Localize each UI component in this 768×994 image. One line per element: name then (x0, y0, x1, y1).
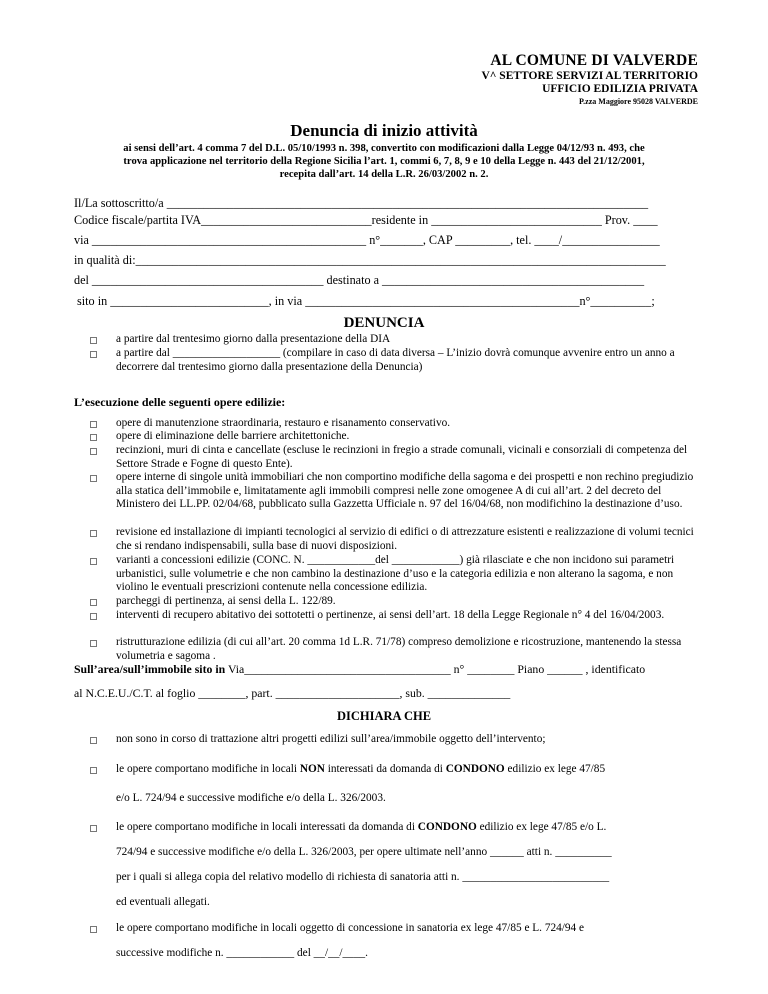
header-recipient: AL COMUNE DI VALVERDE (490, 52, 698, 69)
checkbox-dia-custom-date[interactable] (90, 351, 97, 358)
declare-item-3-cont: 724/94 e successive modifiche e/o della L. 326/2003, per opere ultimate nell’anno ______ atti n. __________ (116, 846, 612, 858)
property-rest: Via___________________________________ n° ________ Piano ______ , identificato (225, 662, 646, 676)
declare-item-1: non sono in corso di trattazione altri progetti edilizi sull’area/immobile oggetto dell’intervento; (116, 733, 546, 745)
checkbox-work-5[interactable] (90, 530, 97, 537)
field-cadastral[interactable]: al N.C.E.U./C.T. al foglio ________, part. _____________________, sub. ______________ (74, 686, 511, 700)
header-department: V^ SETTORE SERVIZI AL TERRITORIO (481, 70, 698, 82)
checkbox-work-7[interactable] (90, 599, 97, 606)
field-address[interactable]: via _____________________________________________ n°_______, CAP _________, tel. ____/________________ (74, 233, 660, 247)
declare-item-4-cont: successive modifiche n. ____________ del __/__/____. (116, 947, 368, 959)
field-location[interactable]: sito in __________________________, in via _____________________________________________n°__________; (74, 294, 655, 308)
option-dia-30-days: a partire dal trentesimo giorno dalla presentazione della DIA (116, 333, 391, 345)
header-office: UFFICIO EDILIZIA PRIVATA (542, 83, 698, 95)
checkbox-work-8[interactable] (90, 613, 97, 620)
declare-item-2-cont: e/o L. 724/94 e successive modifiche e/o della L. 326/2003. (116, 792, 386, 804)
work-item-1: opere di manutenzione straordinaria, restauro e risanamento conservativo. (116, 417, 451, 429)
document-title: Denuncia di inizio attività (290, 121, 478, 140)
checkbox-work-9[interactable] (90, 640, 97, 647)
document-subtitle: ai sensi dell’art. 4 comma 7 del D.L. 05/10/1993 n. 398, convertito con modificazioni dalla Legge 04/12/93 n. 493, che trova applicazione nel territorio della Regione Sicilia l’art. 1, commi 6, 7, 8, 9 e 10 della Legge n. 443 del 21/12/2001, recepita dall’art. 14 della L.R. 26/03/2002 n. 2. (123, 143, 645, 180)
field-role[interactable]: in qualità di:_______________________________________________________________________________________ (74, 253, 666, 267)
declare-item-3-cont3: ed eventuali allegati. (116, 896, 210, 908)
header-address: P.zza Maggiore 95028 VALVERDE (579, 97, 698, 106)
declare-item-4: le opere comportano modifiche in locali oggetto di concessione in sanatoria ex lege 47/85 e L. 724/94 e (116, 922, 585, 934)
checkbox-work-2[interactable] (90, 434, 97, 441)
work-item-6: varianti a concessioni edilizie (CONC. N. ____________del ____________) già rilasciate e che non incidono sui parametri urbanistici, sulle volumetrie e che non cambino la destinazione d’uso e la categoria edilizia e non alterano la sagoma, e non violino le eventuali prescrizioni contenute nella concessione edilizia. (116, 554, 675, 594)
checkbox-work-4[interactable] (90, 475, 97, 482)
field-applicant[interactable]: Il/La sottoscritto/a _______________________________________________________________________________ (74, 196, 649, 210)
option-dia-custom-date: a partire dal ___________________ (compilare in caso di data diversa – L’inizio dovrà comunque avvenire entro un anno a decorrere dal trentesimo giorno dalla presentazione della Denuncia) (116, 347, 675, 373)
checkbox-dia-30-days[interactable] (90, 337, 97, 344)
checkbox-declare-4[interactable] (90, 926, 97, 933)
denuncia-heading: DENUNCIA (343, 315, 425, 331)
checkbox-work-3[interactable] (90, 448, 97, 455)
declare-item-3-cont2: per i quali si allega copia del relativo modello di richiesta di sanatoria atti n. __________________________ (116, 871, 610, 883)
works-heading: L’esecuzione delle seguenti opere edilizie: (74, 395, 286, 409)
declares-heading: DICHIARA CHE (336, 709, 432, 723)
checkbox-declare-2[interactable] (90, 767, 97, 774)
work-item-5: revisione ed installazione di impianti tecnologici al servizio di edifici o di attrezzature esistenti e realizzazione di volumi tecnici che si rendano indispensabili, sulla base di nuovi disposizioni. (116, 526, 694, 552)
work-item-8: interventi di recupero abitativo dei sottotetti o pertinenze, ai sensi dell’art. 18 della Legge Regionale n° 4 del 16/04/2003. (116, 609, 665, 621)
field-property-address[interactable] (74, 662, 645, 677)
field-property[interactable]: del ______________________________________ destinato a ___________________________________________ (74, 273, 645, 287)
checkbox-work-1[interactable] (90, 421, 97, 428)
field-tax-code[interactable]: Codice fiscale/partita IVA____________________________residente in ____________________________ Prov. ____ (74, 213, 658, 227)
checkbox-declare-1[interactable] (90, 737, 97, 744)
work-item-2: opere di eliminazione delle barriere architettoniche. (116, 430, 350, 442)
declare-item-3: le opere comportano modifiche in locali interessati da domanda di CONDONO edilizio ex lege 47/85 e/o L. (116, 821, 607, 833)
declare-item-2: le opere comportano modifiche in locali NON interessati da domanda di CONDONO edilizio ex lege 47/85 (116, 763, 606, 775)
work-item-9: ristrutturazione edilizia (di cui all’art. 20 comma 1d L.R. 71/78) compreso demolizione e ricostruzione, mantenendo la stessa volumetria e sagoma . (116, 636, 682, 662)
work-item-4: opere interne di singole unità immobiliari che non comportino modifiche della sagoma e dei prospetti e non rechino pregiudizio alla statica dell’immobile e, limitatamente agli immobili compresi nelle zone omogenee A di cui all’art. 2 del decreto del Ministero dei LL.PP. 02/04/68, pubblicato sulla Gazzetta Ufficiale n. 97 del 16/04/68, non modifichino la destinazione d’uso. (116, 471, 694, 511)
work-item-3: recinzioni, muri di cinta e cancellate (escluse le recinzioni in fregio a strade comunali, vicinali e consorziali di competenza del Settore Strade e Fogne di questo Ente). (116, 444, 688, 470)
work-item-7: parcheggi di pertinenza, ai sensi della L. 122/89. (116, 595, 336, 607)
checkbox-work-6[interactable] (90, 558, 97, 565)
checkbox-declare-3[interactable] (90, 825, 97, 832)
property-label: Sull’area/sull’immobile sito in (74, 662, 226, 676)
